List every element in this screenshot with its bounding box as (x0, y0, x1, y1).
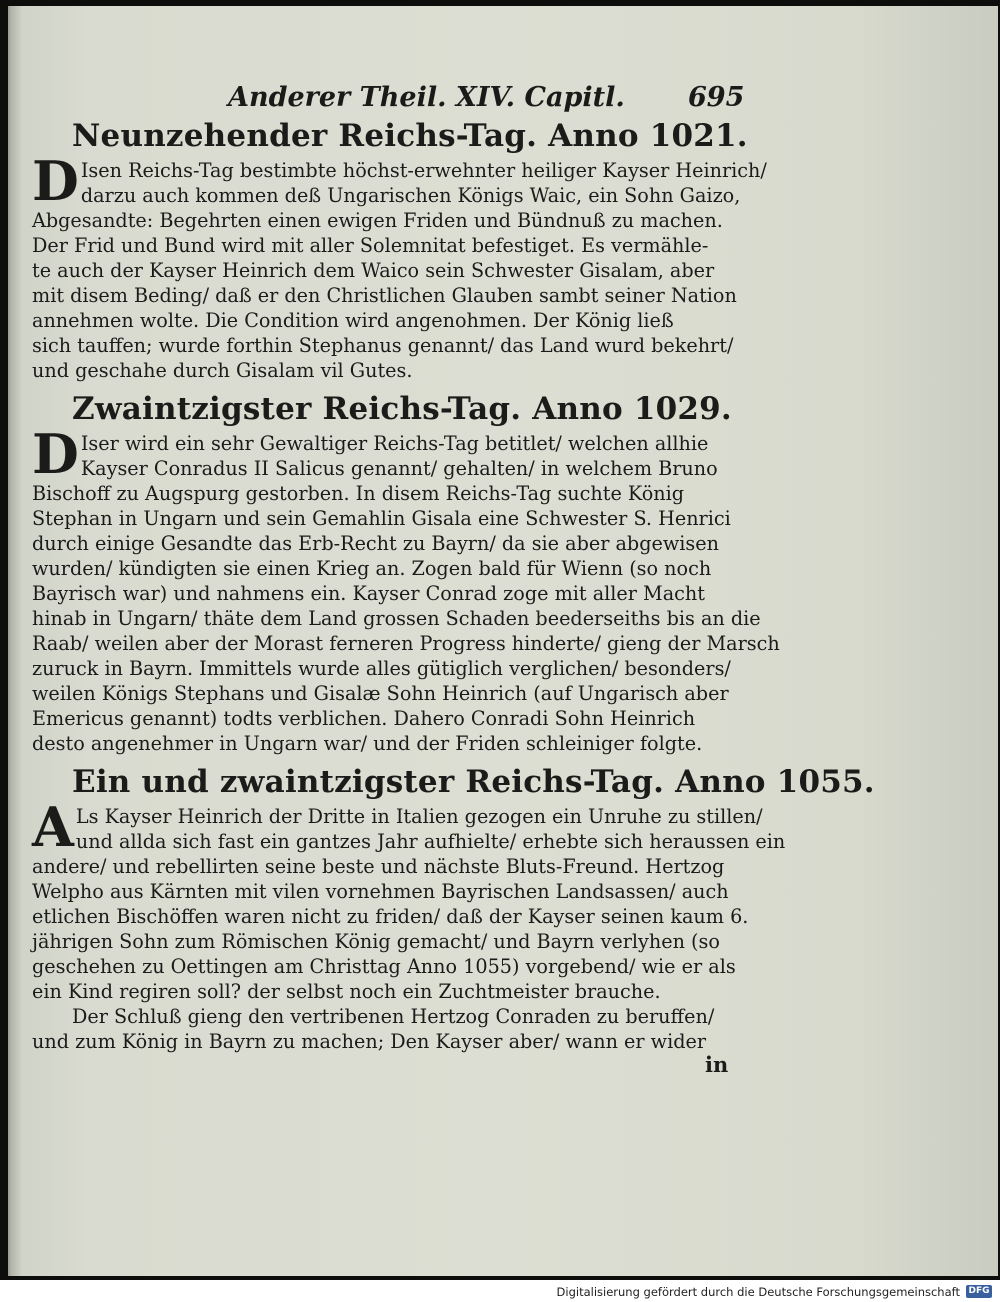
section-paragraph (32, 795, 786, 1054)
text-line: jährigen Sohn zum Römischen König gemacht/ und Bayrn verlyhen (so (32, 930, 720, 953)
section-3 (32, 760, 875, 1054)
section-paragraph (32, 422, 780, 756)
page-number: 695 (688, 82, 745, 113)
text-line: darzu auch kommen deß Ungarischen Königs Waic, ein Sohn Gaizo, (80, 184, 741, 207)
section-heading: Neunzehender Reichs-Tag. Anno 1021. (72, 118, 748, 154)
funding-credit: Digitalisierung gefördert durch die Deutsche Forschungsgemeinschaft (556, 1285, 960, 1299)
text-line: Isen Reichs-Tag bestimbte höchst-erwehnter heiliger Kayser Heinrich/ (80, 159, 767, 182)
text-line: ein Kind regiren soll? der selbst noch ein Zuchtmeister brauche. (32, 980, 661, 1003)
text-line: Bischoff zu Augspurg gestorben. In disem Reichs-Tag suchte König (32, 482, 685, 505)
section-paragraph (32, 149, 767, 383)
running-head (0, 82, 1000, 116)
text-line: durch einige Gesandte das Erb-Recht zu Bayrn/ da sie aber abgewisen (32, 532, 719, 555)
footer-bar (0, 1282, 1000, 1302)
text-line: Raab/ weilen aber der Morast ferneren Progress hinderte/ gieng der Marsch (32, 632, 780, 655)
catchword: in (705, 1052, 729, 1077)
text-line: und zum König in Bayrn zu machen; Den Kayser aber/ wann er wider (32, 1030, 707, 1053)
text-line: andere/ und rebellirten seine beste und nächste Bluts-Freund. Hertzog (32, 855, 725, 878)
running-head-title: Anderer Theil. XIV. Capitl. (228, 82, 625, 113)
page-content (32, 112, 875, 1054)
text-line: mit disem Beding/ daß er den Christlichen Glauben sambt seiner Nation (32, 284, 737, 307)
dfg-logo: DFG (966, 1285, 992, 1298)
text-line: sich tauffen; wurde forthin Stephanus genannt/ das Land wurd bekehrt/ (32, 334, 734, 357)
text-line: desto angenehmer in Ungarn war/ und der Friden schleiniger folgte. (32, 732, 703, 755)
text-line: Der Schluß gieng den vertribenen Hertzog Conraden zu beruffen/ (72, 1005, 715, 1028)
text-line: Emericus genannt) todts verblichen. Dahero Conradi Sohn Heinrich (32, 707, 696, 730)
page-gutter-shadow (8, 6, 22, 1276)
section-2 (32, 387, 780, 756)
section-1 (32, 114, 767, 383)
text-line: Iser wird ein sehr Gewaltiger Reichs-Tag betitlet/ welchen allhie (80, 432, 709, 455)
text-line: Bayrisch war) und nahmens ein. Kayser Conrad zoge mit aller Macht (32, 582, 705, 605)
text-line: und geschahe durch Gisalam vil Gutes. (32, 359, 413, 382)
text-line: geschehen zu Oettingen am Christtag Anno 1055) vorgebend/ wie er als (32, 955, 736, 978)
text-line: hinab in Ungarn/ thäte dem Land grossen Schaden beederseiths bis an die (32, 607, 761, 630)
text-line: Welpho aus Kärnten mit vilen vornehmen Bayrischen Landsassen/ auch (32, 880, 729, 903)
text-line: Stephan in Ungarn und sein Gemahlin Gisala eine Schwester S. Henrici (32, 507, 731, 530)
section-heading: Zwaintzigster Reichs-Tag. Anno 1029. (72, 391, 732, 427)
text-line: annehmen wolte. Die Condition wird angenohmen. Der König ließ (32, 309, 674, 332)
text-line: etlichen Bischöffen waren nicht zu friden/ daß der Kayser seinen kaum 6. (32, 905, 749, 928)
text-line: Abgesandte: Begehrten einen ewigen Friden und Bündnuß zu machen. (32, 209, 723, 232)
drop-cap: A (32, 795, 74, 859)
text-line: Der Frid und Bund wird mit aller Solemnitat befestiget. Es vermähle- (32, 234, 709, 257)
text-line: te auch der Kayser Heinrich dem Waico sein Schwester Gisalam, aber (32, 259, 715, 282)
text-line: weilen Königs Stephans und Gisalæ Sohn Heinrich (auf Ungarisch aber (32, 682, 729, 705)
section-heading: Ein und zwaintzigster Reichs-Tag. Anno 1055. (72, 764, 875, 800)
text-line: zuruck in Bayrn. Immittels wurde alles gütiglich verglichen/ besonders/ (32, 657, 731, 680)
text-line: wurden/ kündigten sie einen Krieg an. Zogen bald für Wienn (so noch (32, 557, 712, 580)
drop-cap: D (32, 149, 79, 213)
text-line: Ls Kayser Heinrich der Dritte in Italien gezogen ein Unruhe zu stillen/ (75, 805, 763, 828)
text-line: Kayser Conradus II Salicus genannt/ gehalten/ in welchem Bruno (80, 457, 718, 480)
drop-cap: D (32, 422, 79, 486)
text-line: und allda sich fast ein gantzes Jahr aufhielte/ erhebte sich heraussen ein (75, 830, 786, 853)
